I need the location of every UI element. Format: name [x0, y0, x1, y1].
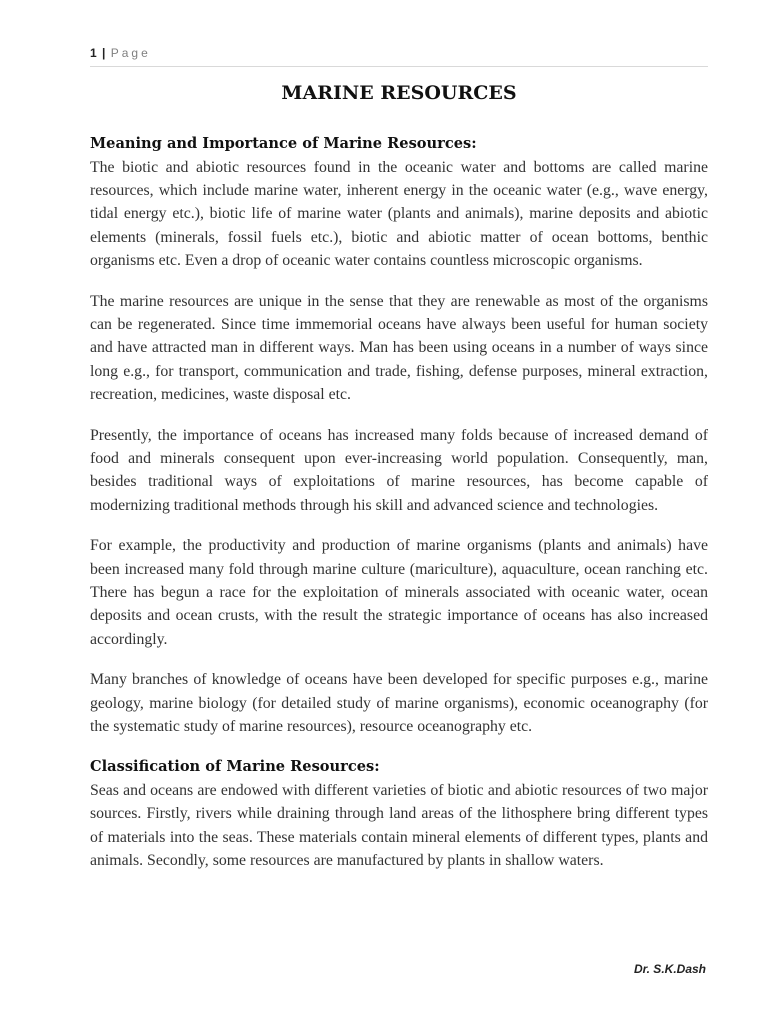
- paragraph: Many branches of knowledge of oceans have been developed for specific purposes e.g., marine geology, marine biology (for detailed study of marine organisms), economic oceanography (for the systematic study of marine resources), resource oceanography etc.: [90, 671, 708, 736]
- section-heading-classification: Classification of Marine Resources:: [90, 758, 380, 776]
- header-separator: |: [102, 46, 106, 60]
- paragraph: Seas and oceans are endowed with different varieties of biotic and abiotic resources of two major sources. Firstly, rivers while draining through land areas of the lithosphere bring different types of materials into the seas. These materials contain mineral elements of different types, plants and animals. Secondly, some resources are manufactured by plants in shallow waters.: [90, 781, 708, 870]
- page-label: Page: [110, 46, 151, 60]
- paragraph: For example, the productivity and production of marine organisms (plants and animals) have been increased many fold through marine culture (mariculture), aquaculture, ocean ranching etc. There has begun a race for the exploitation of minerals associated with oceanic water, ocean deposits and ocean crusts, with the result the strategic importance of oceans has also increased accordingly.: [90, 537, 708, 648]
- paragraph: The marine resources are unique in the sense that they are renewable as most of the organisms can be regenerated. Since time immemorial oceans have always been useful for human society and have attracted man in different ways. Man has been using oceans in a number of ways since long e.g., for transport, communication and trade, fishing, defense purposes, mineral extraction, recreation, medicines, waste disposal etc.: [90, 292, 708, 404]
- paragraph: Presently, the importance of oceans has increased many folds because of increased demand of food and minerals consequent upon ever-increasing world population. Consequently, man, besides traditional ways of exploitations of marine resources, has become capable of modernizing traditional methods through his skill and advanced science and technologies.: [90, 426, 708, 514]
- paragraph: The biotic and abiotic resources found in the oceanic water and bottoms are called marine resources, which include marine water, inherent energy in the oceanic water (e.g., wave energy, tidal energy etc.), biotic life of marine water (plants and animals), marine deposits and abiotic elements (minerals, fossil fuels etc.), biotic and abiotic matter of ocean bottoms, benthic organisms etc. Even a drop of oceanic water contains countless microscopic organisms.: [90, 158, 708, 270]
- page-number: 1: [90, 46, 97, 60]
- page-header: [90, 46, 708, 67]
- document-title: MARINE RESOURCES: [281, 82, 517, 104]
- author-footer: Dr. S.K.Dash: [633, 962, 706, 976]
- document-body: [90, 132, 708, 890]
- section-heading-meaning: Meaning and Importance of Marine Resources:: [90, 135, 477, 152]
